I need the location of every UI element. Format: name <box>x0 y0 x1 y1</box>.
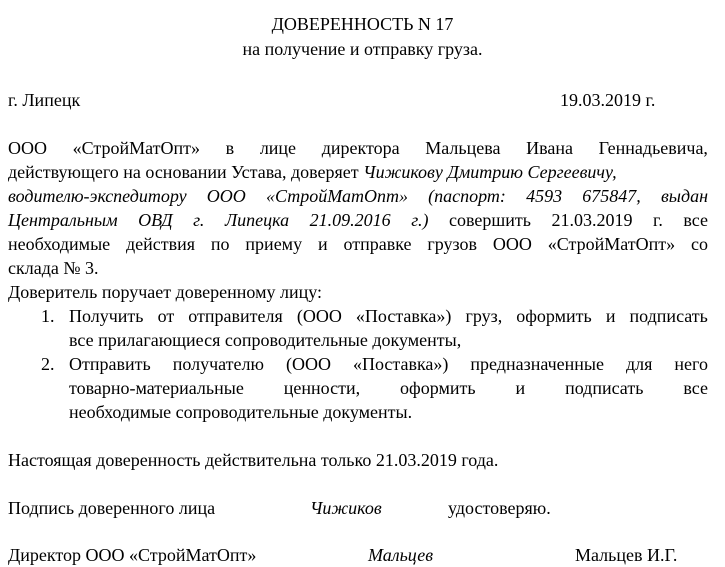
word: и <box>317 234 328 254</box>
word: г. <box>193 210 205 230</box>
list-number-2: 2. <box>41 354 55 374</box>
list-item-1-line-1 <box>69 304 708 328</box>
word: все <box>683 378 708 398</box>
word: «СтройМатОпт» <box>72 138 201 158</box>
word: «СтройМатОпт» <box>547 234 676 254</box>
document-subtitle: на получение и отправку груза. <box>242 39 483 59</box>
director-signature: Мальцев <box>368 545 434 565</box>
list-number-1: 1. <box>41 306 55 326</box>
word: Отправить <box>69 354 151 374</box>
word: оформить <box>400 378 476 398</box>
word: товарно-материальные <box>69 378 244 398</box>
word: грузов <box>427 234 477 254</box>
intro-line: Доверитель поручает доверенному лицу: <box>8 282 322 302</box>
word: приему <box>245 234 303 254</box>
director-name: Мальцев И.Г. <box>575 545 678 565</box>
word: совершить <box>449 210 531 230</box>
list-item-2-line-3: необходимые сопроводительные документы. <box>69 402 413 422</box>
certify-text: удостоверяю. <box>448 498 551 518</box>
word: Липецка <box>224 210 290 230</box>
word: и <box>605 306 616 326</box>
body-line-4 <box>8 208 708 232</box>
document-date: 19.03.2019 г. <box>560 90 656 110</box>
word: оформить <box>516 306 592 326</box>
word: отправке <box>343 234 412 254</box>
trustee-name: Чижикову Дмитрию Сергеевичу, <box>363 162 617 182</box>
body-line-3 <box>8 184 708 208</box>
list-item-2-line-1 <box>69 352 708 376</box>
word: подписать <box>629 306 708 326</box>
word: в <box>225 138 235 158</box>
word: «Поставка») <box>355 306 452 326</box>
word: него <box>674 354 708 374</box>
word: ОВД <box>138 210 173 230</box>
word: Геннадьевича, <box>598 138 708 158</box>
word: предназначенные <box>470 354 604 374</box>
word: 21.03.2019 <box>551 210 633 230</box>
document-title: ДОВЕРЕННОСТЬ N 17 <box>271 14 454 34</box>
word: от <box>157 306 175 326</box>
director-label: Директор ООО «СтройМатОпт» <box>8 545 257 565</box>
word: (ООО <box>285 354 331 374</box>
word: ООО <box>206 186 246 206</box>
word: 21.09.2016 <box>309 210 391 230</box>
word: со <box>690 234 708 254</box>
word: ООО <box>492 234 532 254</box>
word: и <box>515 378 526 398</box>
trustee-signature-label: Подпись доверенного лица <box>8 498 216 518</box>
word: ООО <box>8 138 47 158</box>
word: ценности, <box>283 378 361 398</box>
body-line-6: склада № 3. <box>8 258 99 278</box>
word: груз, <box>465 306 503 326</box>
word: действия <box>126 234 196 254</box>
word: 675847, <box>582 186 641 206</box>
word: (паспорт: <box>428 186 506 206</box>
validity-statement: Настоящая доверенность действительна только 21.03.2019 года. <box>8 450 499 470</box>
word: лице <box>259 138 297 158</box>
word: Мальцева <box>425 138 501 158</box>
list-item-2-line-2 <box>69 376 708 400</box>
list-item-1-line-2: все прилагающиеся сопроводительные документы, <box>69 330 462 350</box>
word: (ООО <box>296 306 342 326</box>
word: директора <box>321 138 400 158</box>
word: выдан <box>660 186 708 206</box>
word: «Поставка») <box>352 354 449 374</box>
word: по <box>210 234 230 254</box>
city: г. Липецк <box>8 90 81 110</box>
word: получателю <box>172 354 264 374</box>
word: г. <box>653 210 663 230</box>
word: Получить <box>69 306 144 326</box>
word: необходимые <box>8 234 111 254</box>
word: подписать <box>565 378 644 398</box>
word: для <box>626 354 653 374</box>
trustee-signature: Чижиков <box>310 498 382 518</box>
body-line-1 <box>8 136 708 160</box>
body-line-5 <box>8 232 708 256</box>
word: водителю-экспедитору <box>8 186 187 206</box>
word: «СтройМатОпт» <box>265 186 408 206</box>
word: г.) <box>411 210 429 230</box>
body-text: действующего на основании Устава, доверяет <box>8 162 364 182</box>
word: все <box>683 210 708 230</box>
word: отправителя <box>188 306 283 326</box>
word: Центральным <box>8 210 118 230</box>
word: 4593 <box>526 186 563 206</box>
body-line-2 <box>8 160 617 184</box>
word: Ивана <box>526 138 573 158</box>
